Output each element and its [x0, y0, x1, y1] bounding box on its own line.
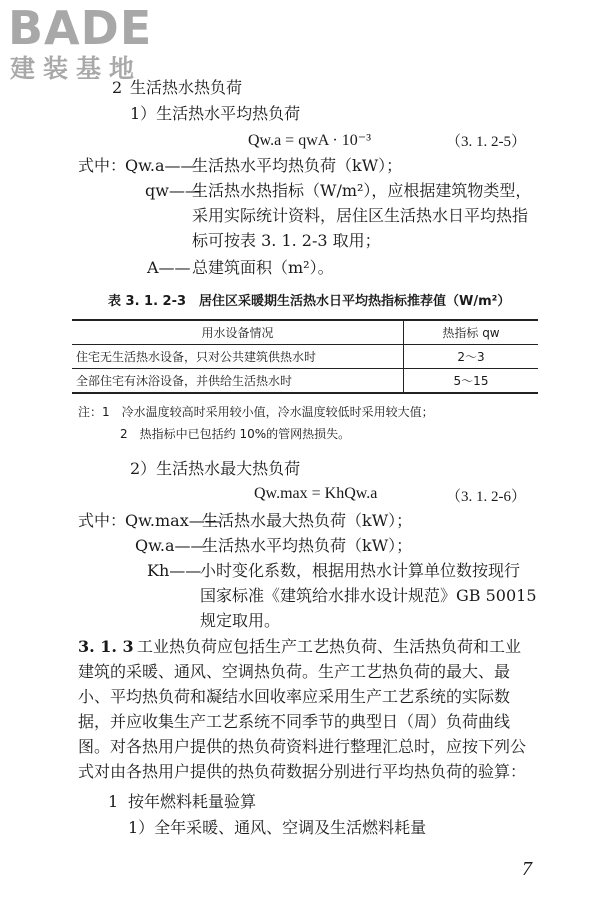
section-line: 式对由各热用户提供的热负荷数据分别进行平均热负荷的验算：: [78, 762, 527, 781]
where-symbol: Kh——: [147, 561, 202, 580]
subheading-2: 2）生活热水最大热负荷: [130, 459, 301, 478]
item-subheading: 1）全年采暖、通风、空调及生活燃料耗量: [128, 818, 427, 837]
heading-number: 2: [112, 78, 123, 97]
where-description: 规定取用。: [200, 611, 281, 630]
where-prefix-2: 式中：: [78, 511, 127, 530]
table-row: [72, 369, 538, 394]
where-description: 总建筑面积（m²）。: [192, 258, 334, 277]
heat-index-table: [72, 319, 538, 394]
where-description: 生活热水平均热负荷（kW）；: [202, 536, 413, 555]
section-number: 3. 1. 3: [78, 637, 134, 656]
equation-2-number: （3. 1. 2-6）: [446, 489, 526, 505]
page-number: 7: [522, 858, 532, 880]
where-symbol: Qw.max——: [125, 511, 221, 530]
section-line: 工业热负荷应包括生产工艺热负荷、生活热负荷和工业: [137, 637, 522, 656]
table-row: [72, 345, 538, 369]
where-symbol: Qw.a——: [125, 156, 197, 175]
section-line: 小、平均热负荷和凝结水回收率应采用生产工艺系统的实际数: [78, 687, 511, 706]
subheading-1: 1）生活热水平均热负荷: [130, 104, 301, 123]
section-line: 建筑的采暖、通风、空调热负荷。生产工艺热负荷的最大、最: [78, 662, 511, 681]
where-description: 标可按表 3. 1. 2-3 取用；: [192, 231, 381, 250]
where-description: 生活热水平均热负荷（kW）；: [192, 156, 403, 175]
table-cell: 全部住宅有沐浴设备，并供给生活热水时: [72, 369, 404, 394]
heading-text: 生活热水热负荷: [130, 78, 243, 97]
equation-1: Qw.a = qwA · 10⁻³: [248, 132, 371, 149]
where-prefix-1: 式中：: [78, 156, 127, 175]
equation-1-number: （3. 1. 2-5）: [446, 134, 526, 150]
where-description: 生活热水最大热负荷（kW）；: [202, 511, 413, 530]
equation-2: Qw.max = KhQw.a: [254, 485, 378, 502]
where-description: 采用实际统计资料，居住区生活热水日平均热指: [192, 206, 529, 225]
item-text: 按年燃料耗量验算: [128, 792, 257, 811]
table-cell: 2～3: [404, 345, 539, 369]
section-line: 图。对各热用户提供的热负荷资料进行整理汇总时，应按下列公: [78, 737, 527, 756]
table-note: 2 热指标中已包括约 10%的管网热损失。: [120, 427, 351, 441]
where-symbol: A——: [147, 258, 191, 277]
table-caption: 表 3. 1. 2-3 居住区采暖期生活热水日平均热指标推荐值（W/m²）: [108, 294, 511, 309]
table-cell: 5～15: [404, 369, 539, 394]
where-description: 国家标准《建筑给水排水设计规范》GB 50015: [200, 586, 537, 605]
table-header-cell: 用水设备情况: [72, 320, 404, 345]
where-description: 小时变化系数，根据用热水计算单位数按现行: [200, 561, 521, 580]
table-header-row: [72, 320, 538, 345]
table-cell: 住宅无生活热水设备，只对公共建筑供热水时: [72, 345, 404, 369]
table-note: 注：1 冷水温度较高时采用较小值，冷水温度较低时采用较大值；: [78, 405, 434, 419]
item-number: 1: [108, 792, 119, 811]
section-line: 据，并应收集生产工艺系统不同季节的典型日（周）负荷曲线: [78, 712, 511, 731]
logo-wordmark: BADE: [8, 1, 153, 55]
where-description: 生活热水热指标（W/m²），应根据建筑物类型，: [192, 181, 532, 200]
table-header-cell: 热指标 qw: [404, 320, 539, 345]
logo-chinese: 建装基地: [10, 54, 143, 83]
where-symbol: Qw.a——: [135, 536, 207, 555]
where-symbol: qw——: [145, 181, 201, 200]
